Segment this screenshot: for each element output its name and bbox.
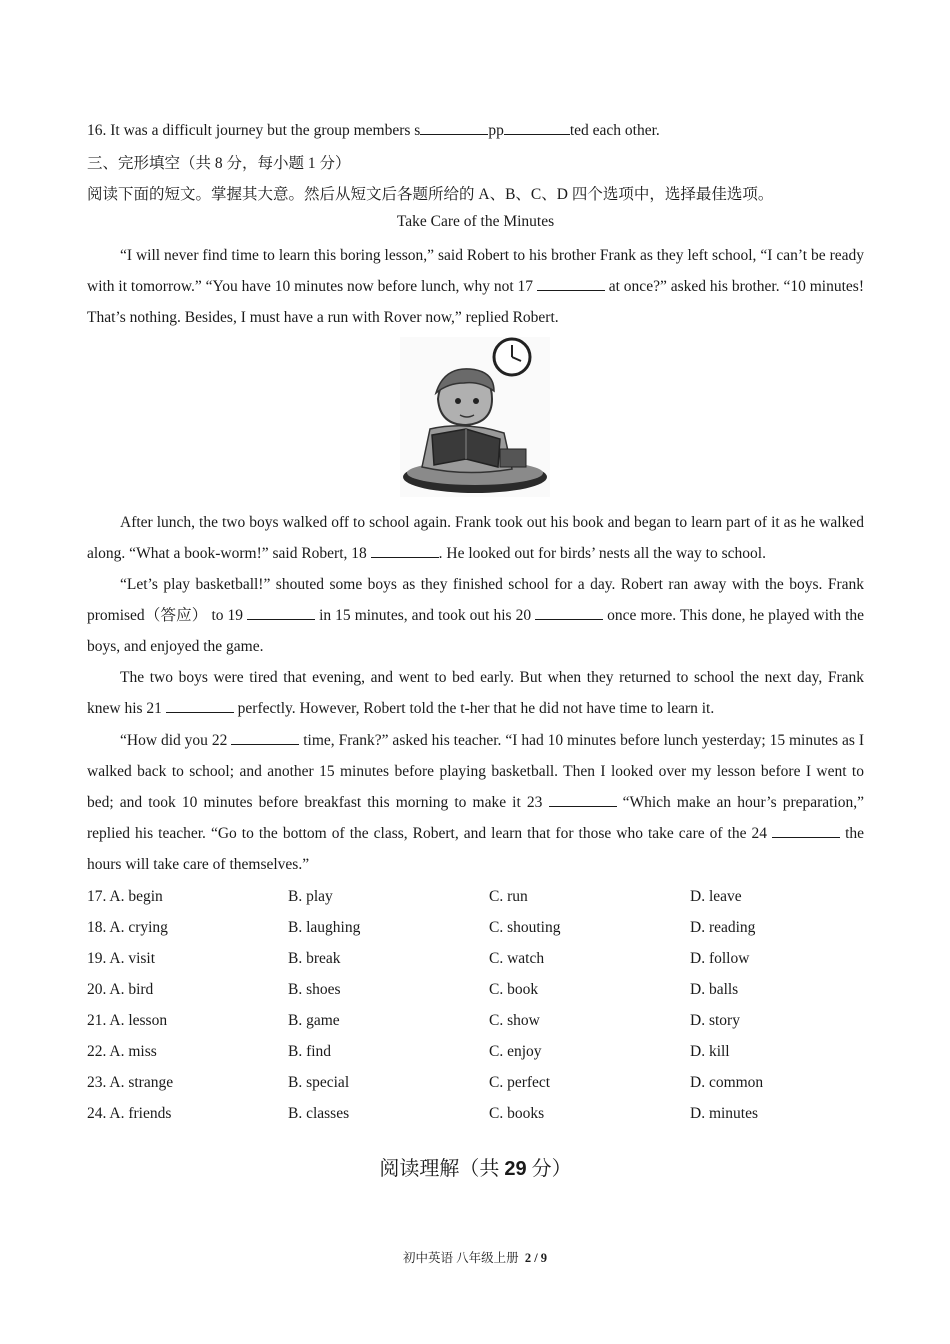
answer-blank [504,120,570,135]
passage-paragraph-5: “How did you 22 time, Frank?” asked his teacher. “I had 10 minutes before lunch yesterday; 15 minutes as I walked back to school; and another 15 minutes before playing basketball. Then I looked over my lesson before I went to bed; and took 10 minutes before breakfast this morning to make it 23 “Which make an hour’s preparation,” replied his teacher. “Go to the bottom of the class, Robert, and learn that for those who take care of the 24 the hours will take care of themselves.” [87,732,865,873]
answer-blank [420,120,488,135]
answer-blank-21 [166,698,234,713]
clock-icon [494,339,530,375]
passage-paragraph-4: The two boys were tired that evening, and went to bed early. But when they returned to school the next day, Frank knew his 21 perfectly. However, Robert told the t-her that he did not have time to learn it. [87,669,864,717]
passage-title: Take Care of the Minutes [396,213,555,230]
option-row: 17. A. begin B. play C. run D. leave [87,888,742,905]
answer-blank-23 [549,792,617,807]
passage-paragraph-3: “Let’s play basketball!” shouted some boys as they finished school for a day. Robert ran away with the boys. Frank promised（答应） to 19 in 15 minutes, and took out his 20 once more. This done, he played with the boys, and enjoyed the game. [87,576,865,655]
answer-blank-24 [772,823,840,838]
reading-section-title: 阅读理解（共 29 分） [379,1158,572,1180]
answer-blank-17 [537,276,605,291]
option-row: 23. A. strange B. special C. perfect D. common [87,1074,764,1091]
answer-blank-20 [535,605,603,620]
option-row: 24. A. friends B. classes C. books D. minutes [87,1105,759,1122]
section-heading: 三、完形填空（共 8 分，每小题 1 分） [87,155,351,172]
option-row: 19. A. visit B. break C. watch D. follow [87,950,750,967]
section-instruction: 阅读下面的短文。掌握其大意。然后从短文后各题所给的 A、B、C、D 四个选项中，选择最佳选项。 [87,186,774,203]
question-16: 16. It was a difficult journey but the group members s pp ted each other. [87,122,660,139]
answer-blank-22 [231,730,299,745]
option-row: 22. A. miss B. find C. enjoy D. kill [87,1043,730,1060]
passage-paragraph-2: After lunch, the two boys walked off to school again. Frank took out his book and began to learn part of it as he walked along. “What a book-worm!” said Robert, 18 . He looked out for birds’ nests all the way to school. [87,514,864,562]
answer-blank-19 [247,605,315,620]
boy-reading-illustration [400,337,550,497]
passage-paragraph-1: “I will never find time to learn this boring lesson,” said Robert to his brother Frank as they left school, “I can’t be ready with it tomorrow.” “You have 10 minutes now before lunch, why not 17 at once?” asked his brother. “10 minutes! That’s nothing. Besides, I must have a run with Rover now,” replied Robert. [87,247,864,326]
answer-options [87,881,864,1129]
option-row: 21. A. lesson B. game C. show D. story [87,1012,740,1029]
option-row: 18. A. crying B. laughing C. shouting D. reading [87,919,756,936]
answer-blank-18 [371,543,439,558]
option-row: 20. A. bird B. shoes C. book D. balls [87,981,739,998]
page-footer: 初中英语 八年级上册 2 / 9 [402,1251,548,1265]
